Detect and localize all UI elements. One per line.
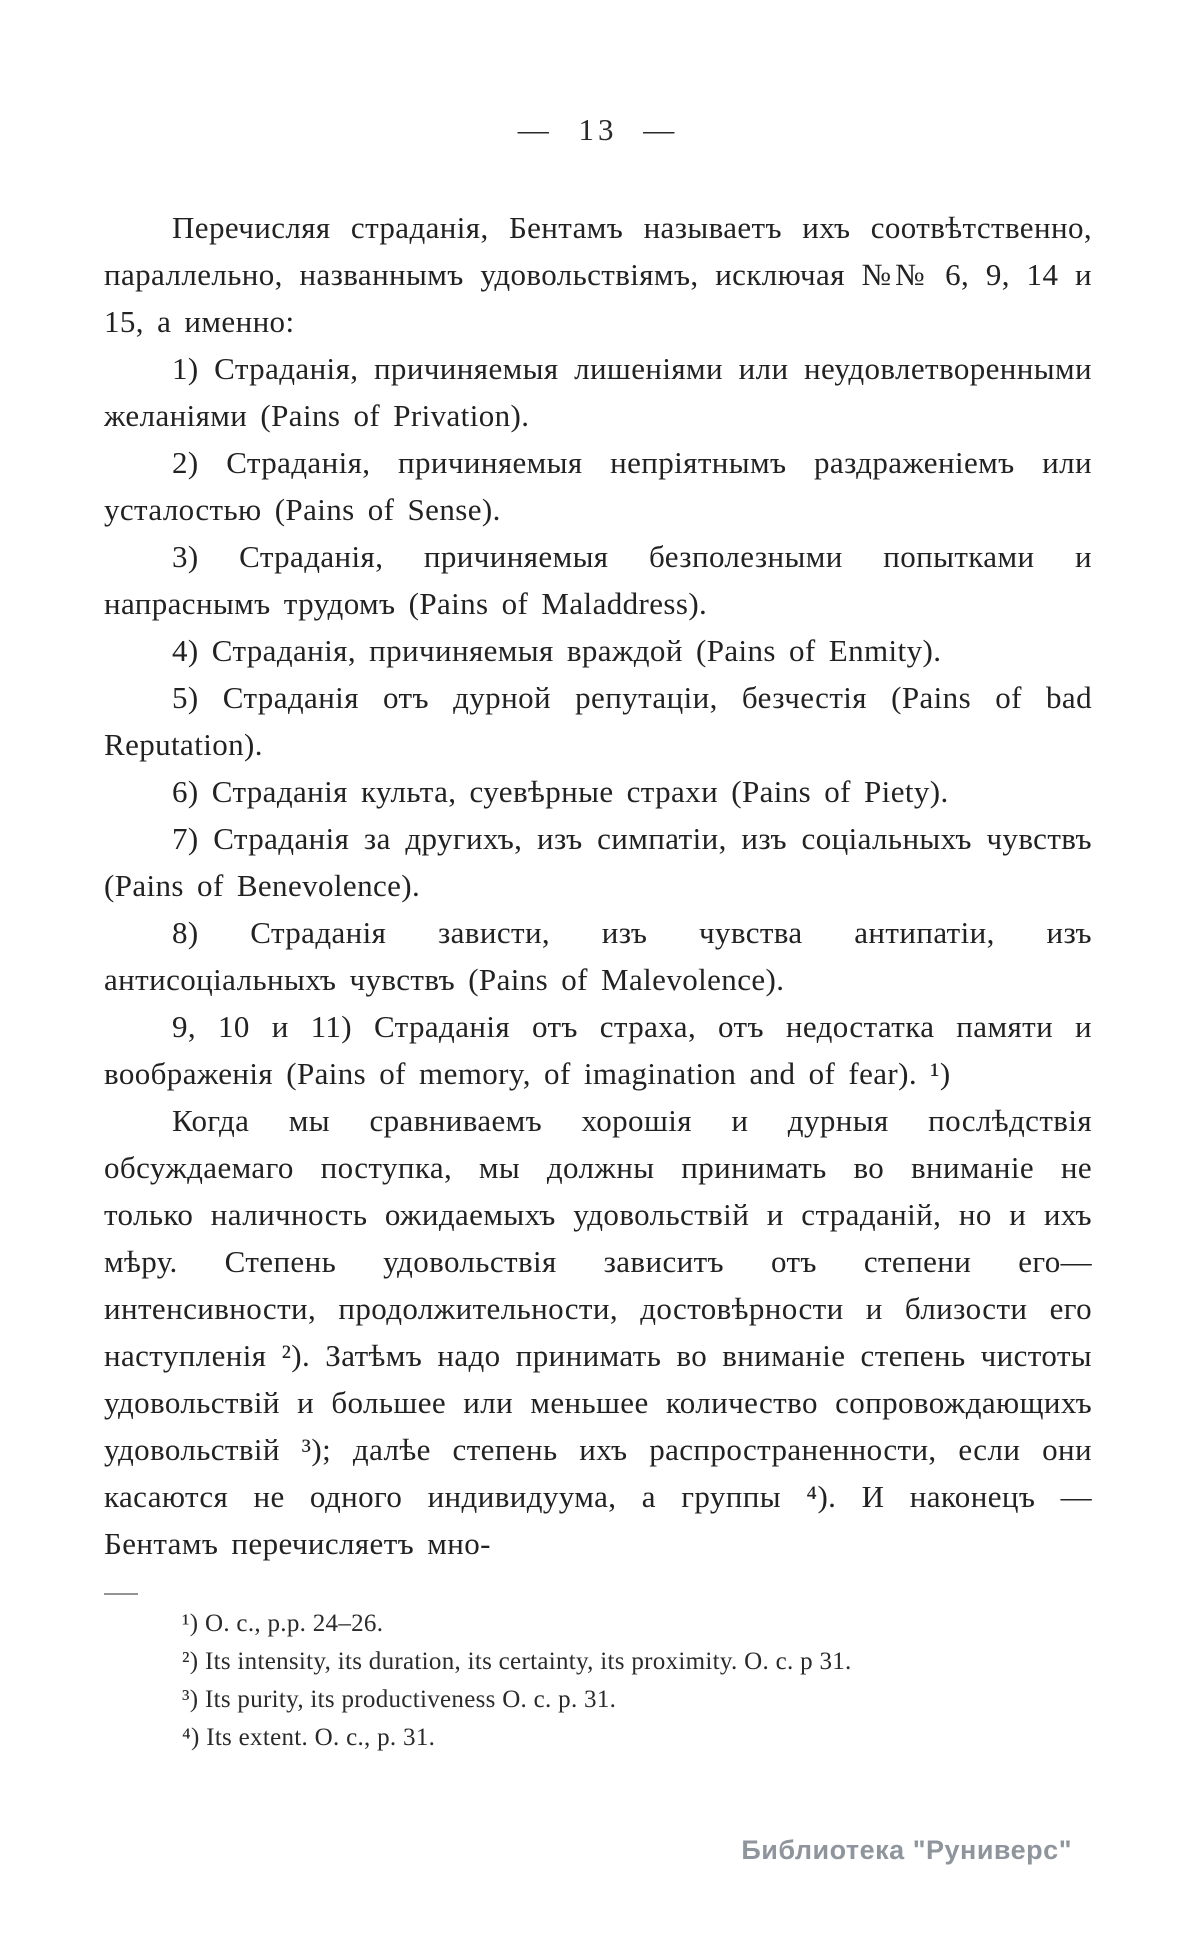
- pain-item-1: 1) Страданія, причиняемыя лишеніями или неудовлетворенными желаніями (Pains of Privation).: [104, 351, 1092, 433]
- footnote-4: ⁴) Its extent. O. c., p. 31.: [182, 1724, 436, 1751]
- pain-item-9-10-11: 9, 10 и 11) Страданія отъ страха, отъ недостатка памяти и воображенія (Pains of memory, of imagination and of fear). ¹): [104, 1009, 1092, 1091]
- closing-paragraph: Когда мы сравниваемъ хорошія и дурныя послѣдствія обсуждаемаго поступка, мы должны принимать во вниманіе не только наличность ожидаемыхъ удовольствій и страданій, но и ихъ мѣру. Степень удовольствія зависитъ отъ степени его—интенсивности, продолжительности, достовѣрности и близости его наступленія ²). Затѣмъ надо принимать во вниманіе степень чистоты удовольствій и большее или меньшее количество сопровождающихъ удовольствій ³); далѣе степень ихъ распространенности, если они касаются не одного индивидуума, а группы ⁴). И наконецъ — Бентамъ перечисляетъ мно-: [104, 1103, 1092, 1561]
- pain-item-3: 3) Страданія, причиняемыя безполезными попытками и напраснымъ трудомъ (Pains of Maladdress).: [104, 539, 1092, 621]
- footnote-1: ¹) O. c., p.p. 24–26.: [182, 1610, 384, 1637]
- pain-item-8: 8) Страданія зависти, изъ чувства антипатіи, изъ антисоціальныхъ чувствъ (Pains of Malevolence).: [104, 915, 1092, 997]
- pain-item-5: 5) Страданія отъ дурной репутаціи, безчестія (Pains of bad Reputation).: [104, 680, 1092, 762]
- pain-item-6: 6) Страданія культа, суевѣрные страхи (Pains of Piety).: [172, 774, 949, 809]
- footnote-3: ³) Its purity, its productiveness O. c. p. 31.: [182, 1686, 617, 1713]
- runivers-library-watermark: Библиотека "Руниверс": [741, 1835, 1072, 1865]
- footnote-separator: [104, 1593, 138, 1595]
- pain-item-2: 2) Страданія, причиняемыя непріятнымъ раздраженіемъ или усталостью (Pains of Sense).: [104, 445, 1092, 527]
- intro-paragraph: Перечисляя страданія, Бентамъ называетъ ихъ соотвѣтственно, параллельно, названнымъ удовольствіямъ, исключая №№ 6, 9, 14 и 15, а именно:: [104, 210, 1092, 339]
- page-number: — 13 —: [517, 112, 679, 147]
- body-text: [104, 204, 1092, 1567]
- pain-item-4: 4) Страданія, причиняемыя враждой (Pains of Enmity).: [172, 633, 942, 668]
- pain-item-7: 7) Страданія за другихъ, изъ симпатіи, изъ соціальныхъ чувствъ (Pains of Benevolence).: [104, 821, 1092, 903]
- footnote-2: ²) Its intensity, its duration, its certainty, its proximity. O. c. p 31.: [182, 1648, 852, 1675]
- footnotes: [104, 1605, 1092, 1757]
